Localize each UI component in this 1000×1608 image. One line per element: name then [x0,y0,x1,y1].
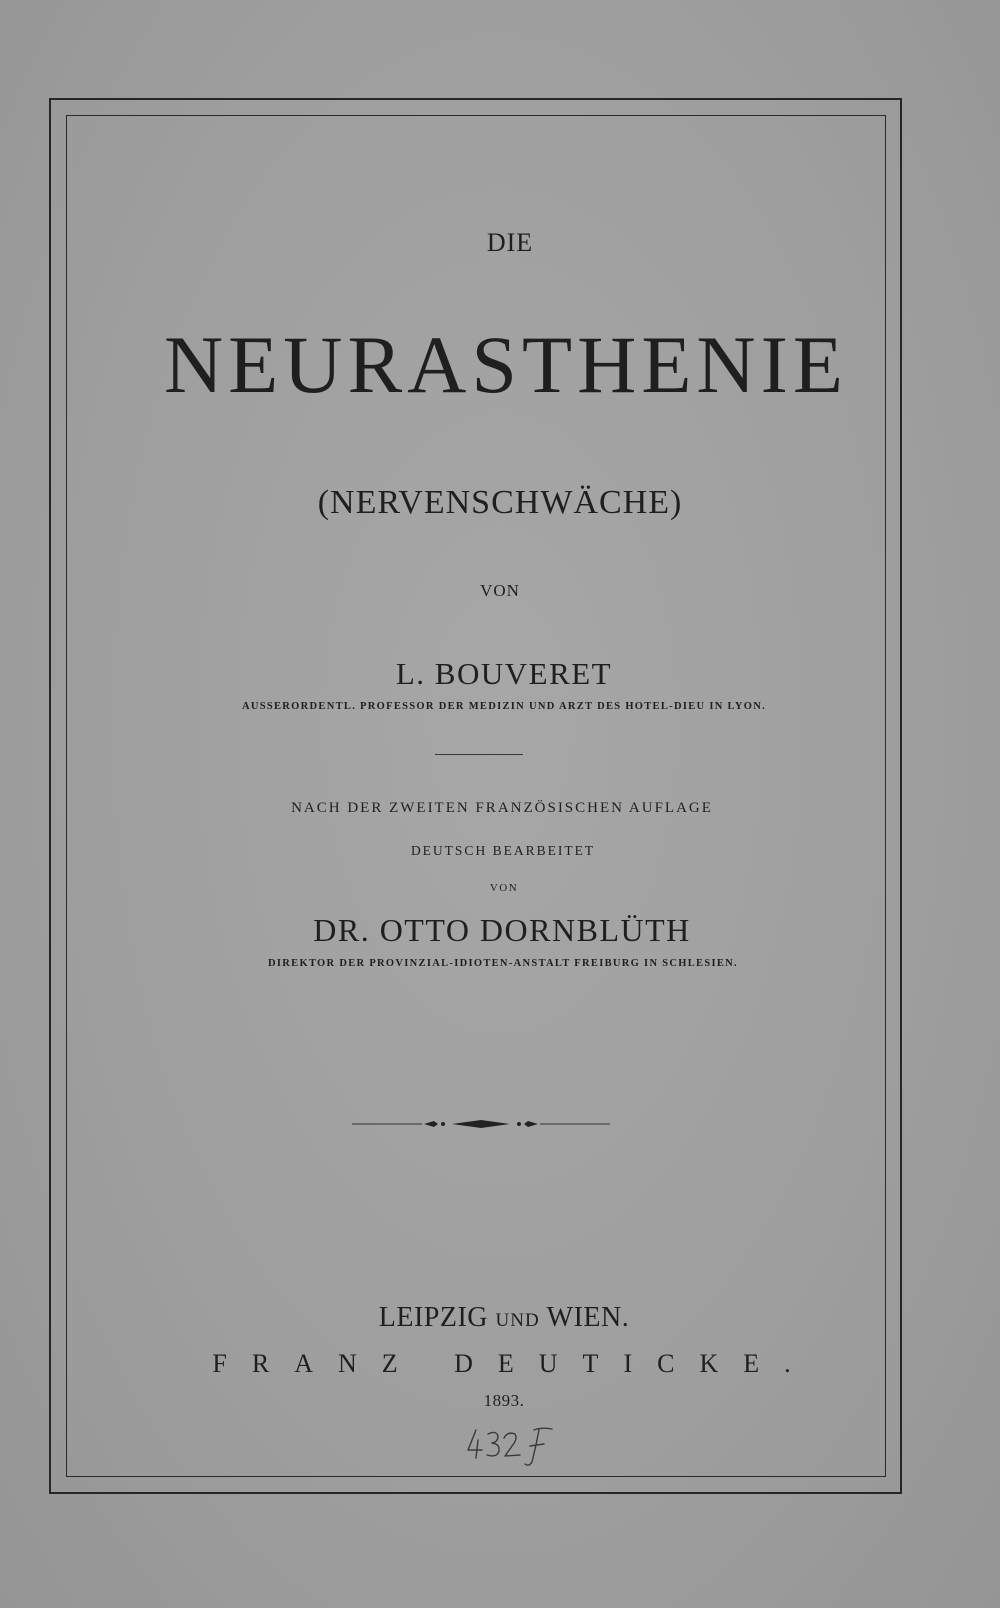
edition-note: NACH DER ZWEITEN FRANZÖSISCHEN AUFLAGE [291,800,713,816]
place-joiner: UND [495,1310,540,1331]
place-wien: WIEN. [546,1302,630,1333]
by-line-translator: VON [489,882,519,894]
author-name: L. BOUVERET [395,656,613,691]
publisher-name: FRANZ DEUTICKE. [212,1349,816,1378]
translation-note: DEUTSCH BEARBEITET [410,843,596,858]
main-title: NEURASTHENIE [163,319,849,410]
title-article: DIE [486,228,534,257]
ornament-rule [352,1115,610,1133]
translator-name: DR. OTTO DORNBLÜTH [313,912,691,948]
translator-affiliation: DIREKTOR DER PROVINZIAL-IDIOTEN-ANSTALT FREIBURG IN SCHLESIEN. [268,958,738,969]
by-line-author: VON [480,581,520,600]
publication-year: 1893. [483,1391,525,1410]
subtitle: (NERVENSCHWÄCHE) [317,484,683,521]
publication-place [0,1302,1000,1334]
divider-rule [435,754,523,755]
place-leipzig: LEIPZIG [378,1302,488,1333]
author-affiliation: AUSSERORDENTL. PROFESSOR DER MEDIZIN UND ARZT DES HOTEL-DIEU IN LYON. [241,701,767,712]
handwritten-shelfmark [462,1424,562,1468]
